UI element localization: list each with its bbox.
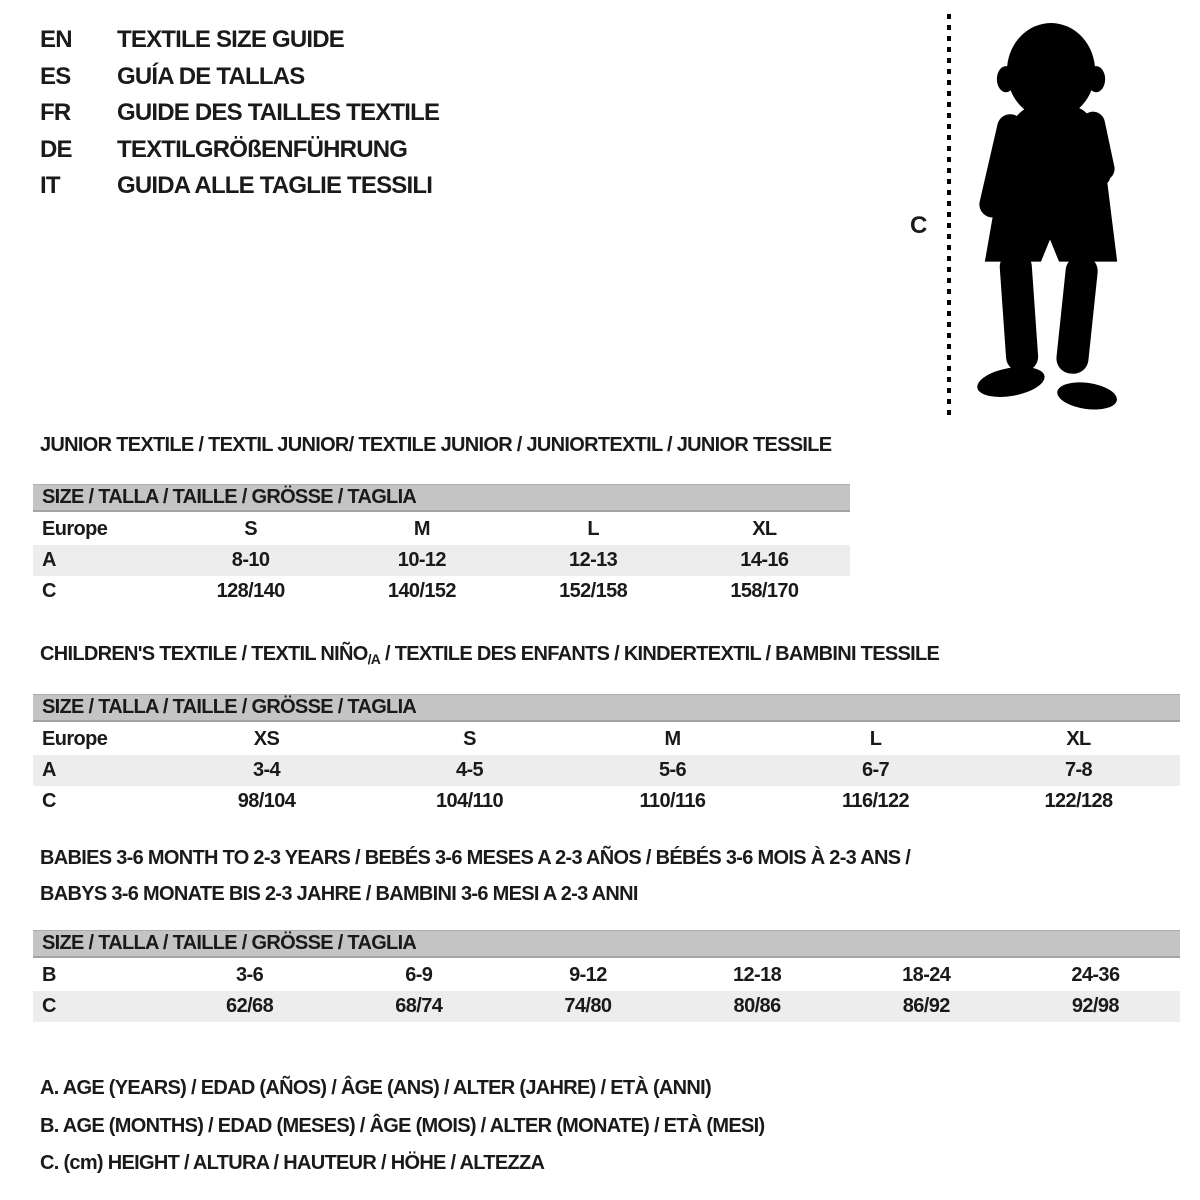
- height-cell: 62/68: [226, 995, 274, 1017]
- toddler-silhouette-icon: [958, 13, 1138, 419]
- height-cell: 152/158: [559, 580, 628, 602]
- legend-line-c: C. (cm) HEIGHT / ALTURA / HAUTEUR / HÖHE / ALTEZZA: [40, 1152, 545, 1174]
- row-label: B: [42, 964, 56, 986]
- age-cell: 6-7: [861, 759, 890, 781]
- table-row-height: [33, 991, 1180, 1022]
- size-cell: XL: [1066, 728, 1091, 750]
- height-cell: 74/80: [564, 995, 612, 1017]
- language-row-fr: [40, 95, 439, 132]
- children-title-sub: /A: [367, 651, 381, 667]
- junior-section-title: JUNIOR TEXTILE / TEXTIL JUNIOR/ TEXTILE JUNIOR / JUNIORTEXTIL / JUNIOR TESSILE: [40, 434, 832, 456]
- row-label: A: [42, 549, 56, 571]
- size-cell: L: [587, 518, 599, 540]
- size-header: SIZE / TALLA / TAILLE / GRÖSSE / TAGLIA: [33, 694, 1180, 722]
- row-label: C: [42, 790, 56, 812]
- age-cell: 8-10: [231, 549, 270, 571]
- height-cell: 68/74: [395, 995, 443, 1017]
- language-code: ES: [40, 62, 71, 90]
- height-cell: 86/92: [902, 995, 950, 1017]
- guide-title-de: TEXTILGRÖßENFÜHRUNG: [117, 135, 408, 163]
- height-cell: 128/140: [216, 580, 285, 602]
- babies-section-title-line1: BABIES 3-6 MONTH TO 2-3 YEARS / BEBÉS 3-6 MESES A 2-3 AÑOS / BÉBÉS 3-6 MOIS À 2-3 ANS /: [40, 847, 911, 869]
- height-cell: 110/116: [639, 790, 706, 812]
- age-cell: 12-13: [569, 549, 618, 571]
- height-cell: 80/86: [733, 995, 781, 1017]
- guide-title-fr: GUIDE DES TAILLES TEXTILE: [117, 99, 440, 127]
- language-code: DE: [40, 135, 72, 163]
- language-title-list: [40, 22, 439, 205]
- size-cell: S: [244, 518, 257, 540]
- age-cell: 4-5: [455, 759, 484, 781]
- size-cell: XL: [752, 518, 777, 540]
- table-row-europe: [33, 514, 850, 545]
- table-row-age: [33, 755, 1180, 786]
- children-title-post: / TEXTILE DES ENFANTS / KINDERTEXTIL / BAMBINI TESSILE: [380, 643, 940, 665]
- size-cell: L: [869, 728, 882, 750]
- legend-line-a: A. AGE (YEARS) / EDAD (AÑOS) / ÂGE (ANS) / ALTER (JAHRE) / ETÀ (ANNI): [40, 1077, 711, 1099]
- age-cell: 9-12: [569, 964, 607, 986]
- babies-section-title-line2: BABYS 3-6 MONATE BIS 2-3 JAHRE / BAMBINI 3-6 MESI A 2-3 ANNI: [40, 883, 638, 905]
- size-cell: M: [664, 728, 681, 750]
- age-cell: 3-4: [252, 759, 281, 781]
- language-code: FR: [40, 99, 71, 127]
- age-cell: 3-6: [236, 964, 264, 986]
- age-cell: 12-18: [733, 964, 782, 986]
- size-header: SIZE / TALLA / TAILLE / GRÖSSE / TAGLIA: [33, 930, 1180, 958]
- table-row-age: [33, 545, 850, 576]
- height-measure-dashed-line: [947, 14, 951, 417]
- guide-title-en: TEXTILE SIZE GUIDE: [117, 26, 344, 54]
- size-cell: M: [413, 518, 430, 540]
- height-cell: 140/152: [387, 580, 456, 602]
- size-header: SIZE / TALLA / TAILLE / GRÖSSE / TAGLIA: [33, 484, 850, 512]
- children-section-title: [40, 643, 939, 667]
- table-row-age-months: [33, 960, 1180, 991]
- row-label: Europe: [42, 518, 108, 540]
- children-title-pre: CHILDREN'S TEXTILE / TEXTIL NIÑO: [40, 643, 368, 665]
- age-cell: 24-36: [1071, 964, 1120, 986]
- size-cell: XS: [253, 728, 280, 750]
- legend-line-b: B. AGE (MONTHS) / EDAD (MESES) / ÂGE (MOIS) / ALTER (MONATE) / ETÀ (MESI): [40, 1114, 765, 1137]
- language-row-de: [40, 132, 439, 169]
- guide-title-es: GUÍA DE TALLAS: [117, 62, 305, 90]
- height-cell: 122/128: [1044, 790, 1113, 812]
- age-cell: 5-6: [658, 759, 687, 781]
- children-size-table: [33, 694, 1180, 817]
- table-row-europe: [33, 724, 1180, 755]
- size-cell: S: [463, 728, 476, 750]
- language-row-en: [40, 22, 439, 59]
- junior-size-table: [33, 484, 850, 607]
- height-measure-label: C: [910, 212, 928, 239]
- height-cell: 92/98: [1071, 995, 1119, 1017]
- height-cell: 116/122: [842, 790, 909, 812]
- language-row-es: [40, 59, 439, 96]
- height-cell: 104/110: [436, 790, 503, 812]
- language-code: IT: [40, 172, 60, 200]
- row-label: A: [42, 759, 56, 781]
- legend: [40, 1070, 764, 1183]
- table-row-height: [33, 786, 1180, 817]
- language-code: EN: [40, 26, 72, 54]
- height-cell: 158/170: [730, 580, 799, 602]
- table-row-height: [33, 576, 850, 607]
- height-cell: 98/104: [237, 790, 296, 812]
- age-cell: 10-12: [397, 549, 446, 571]
- age-cell: 7-8: [1064, 759, 1093, 781]
- row-label: C: [42, 995, 56, 1017]
- row-label: Europe: [42, 728, 108, 750]
- age-cell: 14-16: [740, 549, 789, 571]
- age-cell: 18-24: [902, 964, 951, 986]
- row-label: C: [42, 580, 56, 602]
- guide-title-it: GUIDA ALLE TAGLIE TESSILI: [117, 172, 433, 200]
- age-cell: 6-9: [405, 964, 433, 986]
- language-row-it: [40, 168, 439, 205]
- babies-size-table: [33, 930, 1180, 1022]
